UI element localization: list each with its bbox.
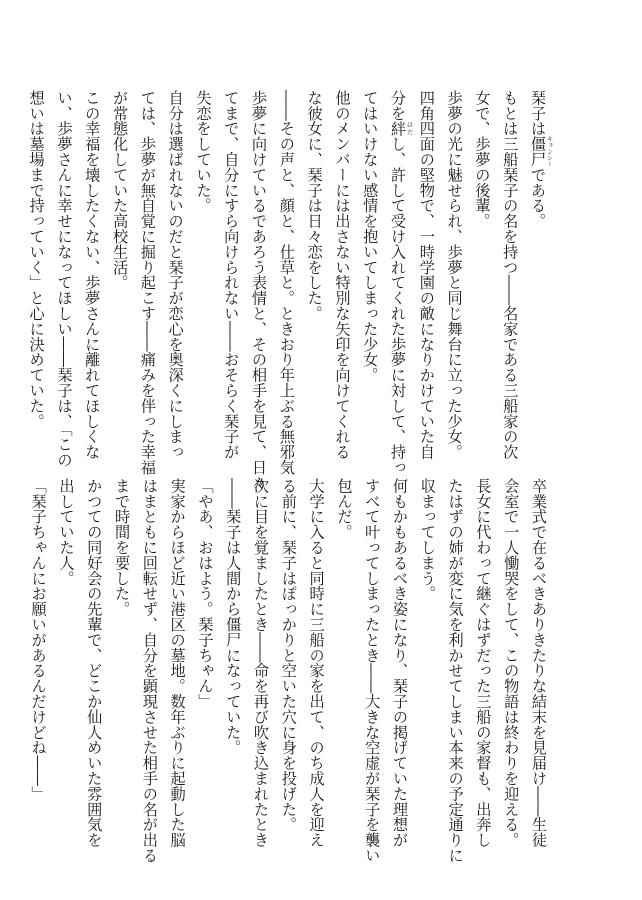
- text-line: はまともに回転せず、自分を顕現させた相手の名が出る: [140, 478, 159, 863]
- text-line: てはいけない感情を抱いてしまった少女。: [361, 90, 380, 383]
- text-line: 四角四面の堅物で、一時学園の敵になりかけていた自: [417, 90, 436, 460]
- text-line: な彼女に、琹子は日々恋をした。: [305, 90, 324, 321]
- text-line: 失恋をしていた。: [194, 90, 213, 214]
- text-line: かつての同好会の先輩で、どこか仙人めいた雰囲気を: [85, 478, 104, 848]
- text-line: すべて叶ってしまったとき――大きな空虚が琹子を襲い: [363, 478, 382, 863]
- text-line: 歩夢の光に魅せられ、歩夢と同じ舞台に立った少女。: [445, 90, 464, 460]
- text-line: 卒業式で在るべきありきたりな結末を見届け――生徒: [530, 478, 548, 848]
- text-line: 実家からほど近い港区の墓地。数年ぶりに起動した脳: [168, 478, 187, 848]
- text-line: 「やあ、おはよう。琹子ちゃん」: [196, 478, 215, 709]
- text-line: 分を絆ほだし、許して受け入れてくれた歩夢に対して、持っ: [389, 90, 413, 476]
- text-line: い、歩夢さんに幸せになってほしい――琹子は、「この: [55, 90, 74, 468]
- text-line: ――その声と、顔と、仕草と。ときおり年上ぶる無邪気: [277, 90, 296, 475]
- text-line: 収まってしまう。: [418, 478, 437, 602]
- text-line: たはずの姉が変に気を利かせてしまい本来の予定通りに: [446, 478, 465, 863]
- lower-text-block: [24, 478, 552, 863]
- text-line: 歩夢に向けているであろう表情と、その相手を見て、日々: [250, 90, 269, 491]
- text-line: る前に、琹子はぽっかりと空いた穴に身を投げた。: [279, 478, 298, 833]
- text-line: 女で、歩夢の後輩。: [473, 90, 492, 229]
- text-line: 何もかもあるべき姿になり、琹子の掲げていた理想が: [391, 478, 410, 848]
- text-line: 大学に入ると同時に三船の家を出て、のち成人を迎え: [307, 478, 326, 848]
- ruby-annotation: 僵尸キョンシー: [529, 136, 553, 168]
- text-line: もとは三船琹子の名を持つ――名家である三船家の次: [501, 90, 520, 460]
- text-line: 想いは墓場まで持っていく」と心に決めていた。: [27, 90, 46, 429]
- text-line: 「琹子ちゃんにお願いがあるんだけどね――」: [29, 478, 48, 802]
- text-line: ては、歩夢が無自覚に掘り起こす――痛みを伴った幸福: [138, 90, 157, 475]
- text-line: 出していた人。: [57, 478, 76, 586]
- text-line: 次に目を覚ましたとき――命を再び吹き込まれたとき: [252, 478, 271, 848]
- text-line: 他のメンバーには出さない特別な矢印を向けてくれる: [333, 90, 352, 460]
- text-line: 長女に代わって継ぐはずだった三船の家督も、出奔し: [474, 478, 493, 848]
- text-line: てまで、自分にすら向けられない――おそらく琹子が: [222, 90, 241, 460]
- ruby-annotation: 絆ほだ: [389, 120, 413, 137]
- text-line: ――琹子は人間から僵尸になっていた。: [224, 478, 243, 756]
- text-line: 自分は選ばれないのだと琹子が恋心を奥深くにしまっ: [166, 90, 185, 460]
- text-line: 琹子は僵尸キョンシーである。: [529, 90, 553, 229]
- text-line: この幸福を壊したくない、歩夢さんに離れてほしくな: [83, 90, 102, 460]
- upper-text-block: [22, 90, 553, 491]
- text-line: 会室で一人慟哭をして、この物語は終わりを迎える。: [502, 478, 521, 848]
- text-line: まで時間を要した。: [113, 478, 132, 617]
- text-line: 包んだ。: [335, 478, 354, 540]
- text-line: が常態化していた高校生活。: [111, 90, 130, 291]
